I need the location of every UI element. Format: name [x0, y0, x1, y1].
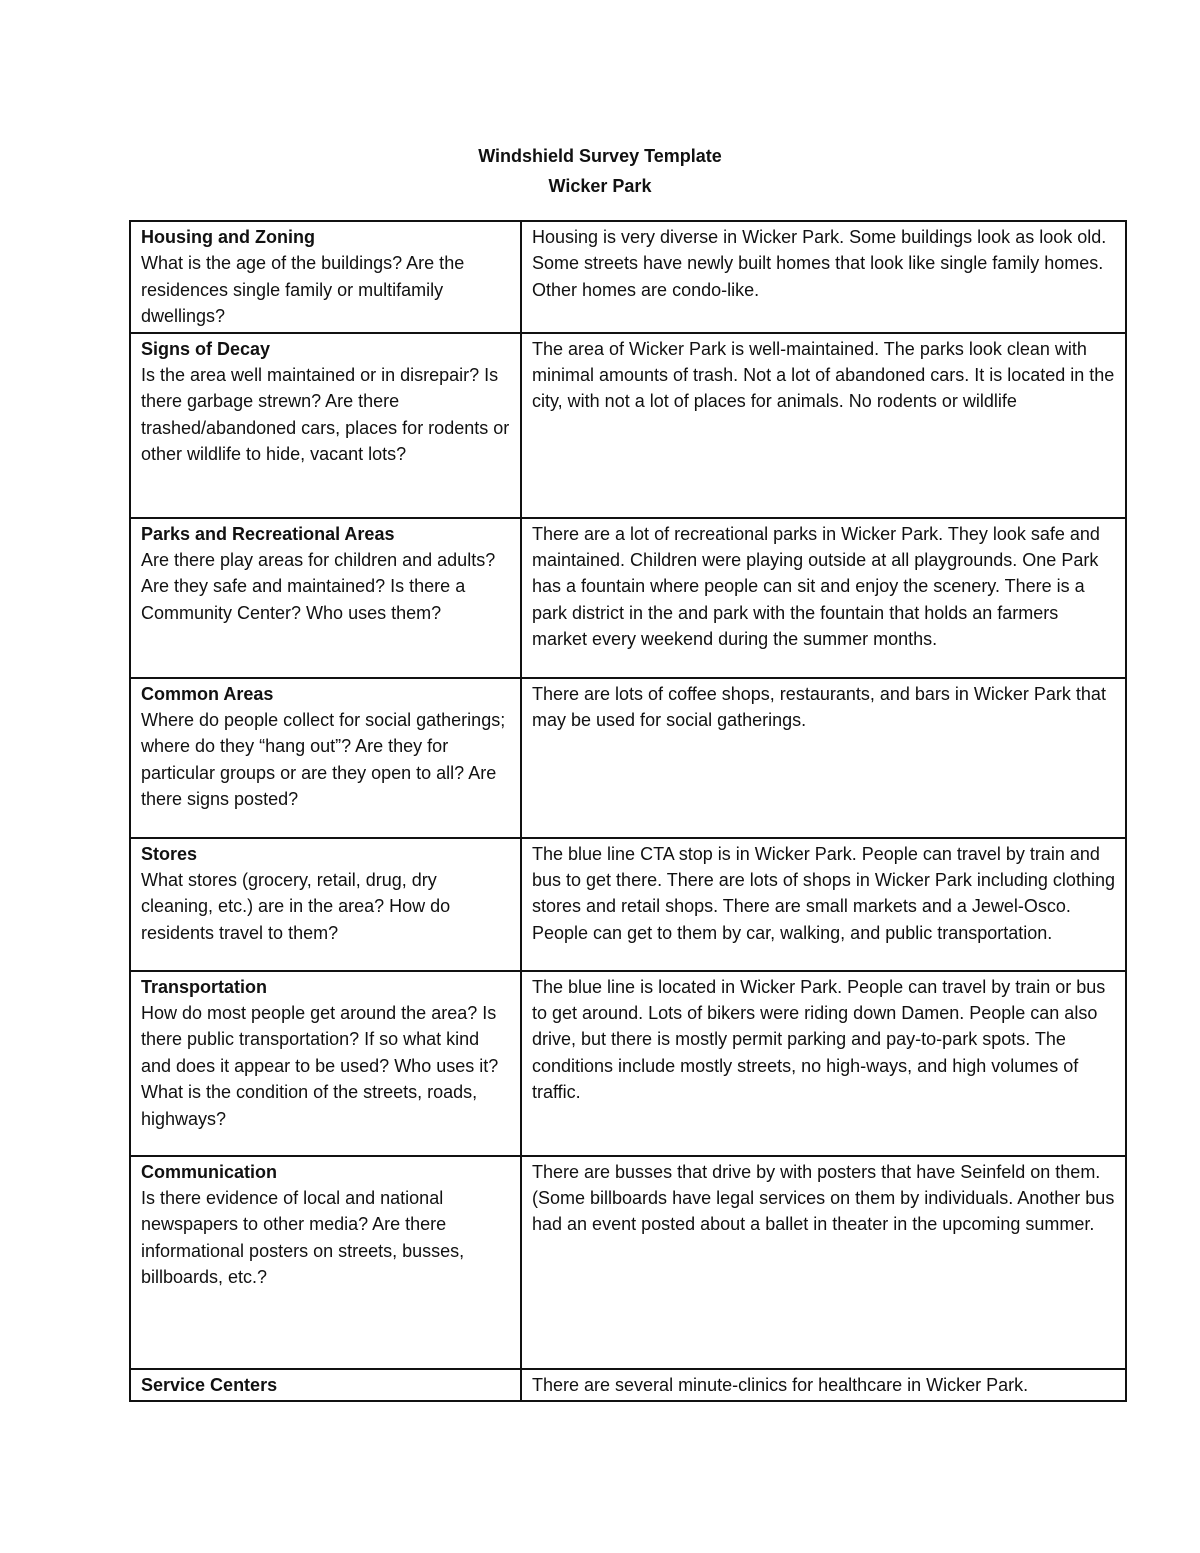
category-cell: [130, 678, 521, 838]
category-question: What is the age of the buildings? Are the residences single family or multifamily dwellings?: [141, 253, 465, 327]
table-row-transportation: [130, 971, 1126, 1156]
table-row-housing-zoning: [130, 221, 1126, 333]
category-question: What stores (grocery, retail, drug, dry cleaning, etc.) are in the area? How do residents travel to them?: [141, 870, 451, 943]
category-cell: [130, 838, 521, 971]
page-title: Windshield Survey Template: [478, 146, 722, 166]
category-question: How do most people get around the area? Is there public transportation? If so what kind and does it appear to be used? Who uses it? What is the condition of the streets, roads, highways?: [141, 1003, 499, 1129]
answer-cell: There are several minute-clinics for healthcare in Wicker Park.: [521, 1369, 1126, 1401]
category-question: Is there evidence of local and national newspapers to other media? Are there informational posters on streets, busses, billboards, etc.?: [141, 1188, 465, 1288]
category-cell: [130, 1156, 521, 1369]
table-row-communication: [130, 1156, 1126, 1369]
category-heading: Parks and Recreational Areas: [141, 523, 395, 544]
category-cell: [130, 221, 521, 333]
category-heading: Service Centers: [141, 1374, 278, 1395]
category-cell: [130, 333, 521, 518]
answer-cell: There are lots of coffee shops, restaurants, and bars in Wicker Park that may be used for social gatherings.: [521, 678, 1126, 838]
answer-cell: There are a lot of recreational parks in Wicker Park. They look safe and maintained. Children were playing outside at all playgrounds. One Park has a fountain where people can sit and enjoy the scenery. There is a park district in the and park with the fountain that holds an farmers market every weekend during the summer months.: [521, 518, 1126, 678]
table-row-common-areas: [130, 678, 1126, 838]
category-heading: Transportation: [141, 976, 268, 997]
category-cell: [130, 518, 521, 678]
category-heading: Housing and Zoning: [141, 227, 315, 247]
category-question: Is the area well maintained or in disrepair? Is there garbage strewn? Are there trashed/abandoned cars, places for rodents or other wildlife to hide, vacant lots?: [141, 365, 510, 465]
category-cell: [130, 1369, 521, 1401]
answer-cell: Housing is very diverse in Wicker Park. Some buildings look as look old. Some streets have newly built homes that look like single family homes. Other homes are condo-like.: [521, 221, 1126, 333]
answer-cell: The blue line CTA stop is in Wicker Park. People can travel by train and bus to get there. There are lots of shops in Wicker Park including clothing stores and retail shops. There are small markets and a Jewel-Osco. People can get to them by car, walking, and public transportation.: [521, 838, 1126, 971]
category-question: Where do people collect for social gatherings; where do they “hang out”? Are they for particular groups or are they open to all? Are there signs posted?: [141, 710, 506, 810]
category-heading: Common Areas: [141, 683, 274, 704]
answer-cell: The blue line is located in Wicker Park. People can travel by train or bus to get around. Lots of bikers were riding down Damen. People can also drive, but there is mostly permit parking and pay-to-park spots. The conditions include mostly streets, no high-ways, and high volumes of traffic.: [521, 971, 1126, 1156]
category-heading: Communication: [141, 1161, 278, 1182]
answer-cell: There are busses that drive by with posters that have Seinfeld on them. (Some billboards have legal services on them by individuals. Another bus had an event posted about a ballet in theater in the upcoming summer.: [521, 1156, 1126, 1369]
table-row-parks-recreation: [130, 518, 1126, 678]
category-heading: Stores: [141, 843, 198, 864]
survey-table: [129, 220, 1127, 1402]
answer-cell: The area of Wicker Park is well-maintained. The parks look clean with minimal amounts of trash. Not a lot of abandoned cars. It is located in the city, with not a lot of places for animals. No rodents or wildlife: [521, 333, 1126, 518]
page-subtitle: Wicker Park: [548, 176, 652, 196]
table-row-stores: [130, 838, 1126, 971]
table-row-service-centers: [130, 1369, 1126, 1401]
category-cell: [130, 971, 521, 1156]
category-heading: Signs of Decay: [141, 338, 271, 359]
table-row-signs-of-decay: [130, 333, 1126, 518]
category-question: Are there play areas for children and adults? Are they safe and maintained? Is there a Community Center? Who uses them?: [141, 550, 496, 623]
